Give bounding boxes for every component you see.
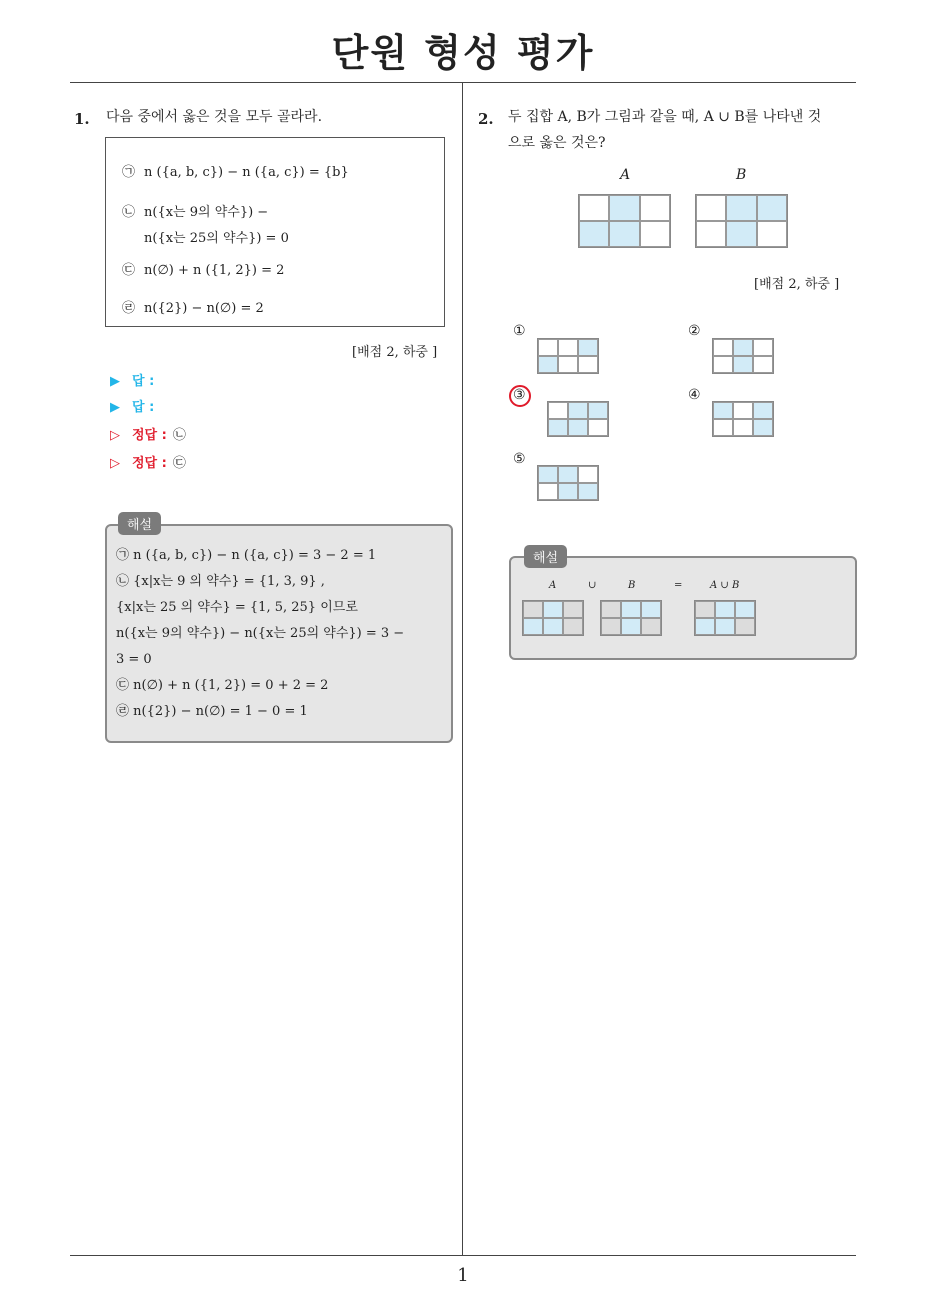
grid-cell — [588, 419, 608, 436]
grid-cell — [563, 618, 583, 635]
explain-grid-b — [600, 600, 662, 636]
option-text: n({2}) − n(∅) = 2 — [144, 301, 264, 316]
q1-explain-line: {x|x는 25 의 약수} = {1, 5, 25} 이므로 — [116, 600, 358, 615]
set-a-label: A — [620, 167, 631, 183]
grid-cell — [568, 402, 588, 419]
q1-explain-line: ㉠ n ({a, b, c}) − n ({a, c}) = 3 − 2 = 1 — [116, 548, 377, 563]
q2-text-line2: 으로 옳은 것은? — [508, 135, 606, 151]
grid-cell — [753, 402, 773, 419]
bottom-rule — [70, 1255, 856, 1256]
grid-cell — [641, 601, 661, 618]
option-mark: ㉢ — [122, 263, 136, 278]
grid-cell — [543, 601, 563, 618]
q1-correct-1: ▷ 정답 : ㉡ — [110, 428, 186, 443]
q1-options-box — [105, 137, 445, 327]
q2-text-line1: 두 집합 A, B가 그림과 같을 때, A ∪ B를 나타낸 것 — [508, 109, 822, 125]
grid-cell — [713, 419, 733, 436]
grid-cell — [538, 356, 558, 373]
choice-4[interactable]: ④ — [688, 387, 701, 403]
option-text: n(∅) + n ({1, 2}) = 2 — [144, 263, 285, 278]
explain-grid-union — [694, 600, 756, 636]
grid-cell — [609, 195, 639, 221]
grid-cell — [588, 402, 608, 419]
choice-2[interactable]: ② — [688, 323, 701, 339]
answer-label: 답 : — [132, 400, 155, 415]
grid-cell — [757, 195, 787, 221]
q1-option-3 — [122, 258, 284, 284]
set-a-grid — [578, 194, 671, 248]
option-mark: ㉡ — [122, 205, 136, 220]
choice-1-grid — [537, 338, 599, 374]
grid-cell — [601, 618, 621, 635]
q1-score: [배점 2, 하중 ] — [352, 345, 438, 360]
q1-explain-line: ㉢ n(∅) + n ({1, 2}) = 0 + 2 = 2 — [116, 678, 329, 693]
grid-cell — [753, 419, 773, 436]
grid-cell — [523, 601, 543, 618]
choice-1[interactable]: ① — [513, 323, 526, 339]
grid-cell — [733, 356, 753, 373]
explain-label-b: B — [628, 580, 636, 591]
grid-cell — [621, 618, 641, 635]
grid-cell — [735, 618, 755, 635]
grid-cell — [601, 601, 621, 618]
play-outline-icon: ▷ — [110, 456, 120, 471]
column-divider — [462, 82, 463, 1255]
answer-label: 답 : — [132, 374, 155, 389]
q1-explain-line: ㉡ {x|x는 9 의 약수} = {1, 3, 9} , — [116, 574, 325, 589]
choice-3-grid — [547, 401, 609, 437]
answer-label: 정답 : — [132, 456, 167, 471]
choice-4-grid — [712, 401, 774, 437]
grid-cell — [733, 419, 753, 436]
set-b-grid — [695, 194, 788, 248]
q1-number: 1. — [74, 110, 90, 128]
grid-cell — [548, 419, 568, 436]
grid-cell — [733, 402, 753, 419]
grid-cell — [713, 356, 733, 373]
q1-explain-line: n({x는 9의 약수}) − n({x는 25의 약수}) = 3 − — [116, 626, 405, 641]
grid-cell — [578, 356, 598, 373]
option-text: n ({a, b, c}) − n ({a, c}) = {b} — [144, 165, 349, 180]
set-b-label: B — [736, 167, 747, 183]
grid-cell — [558, 483, 578, 500]
grid-cell — [538, 339, 558, 356]
top-rule — [70, 82, 856, 83]
explain-label-a: A — [549, 580, 557, 591]
grid-cell — [640, 195, 670, 221]
q1-explain-line: ㉣ n({2}) − n(∅) = 1 − 0 = 1 — [116, 704, 308, 719]
grid-cell — [558, 356, 578, 373]
grid-cell — [695, 618, 715, 635]
q1-answer-2 — [110, 396, 160, 415]
grid-cell — [695, 601, 715, 618]
explain-label-union-result: A ∪ B — [710, 580, 740, 591]
grid-cell — [523, 618, 543, 635]
q1-option-2 — [122, 200, 289, 252]
option-text: n({x는 9의 약수}) − — [144, 205, 269, 220]
play-outline-icon: ▷ — [110, 428, 120, 443]
grid-cell — [558, 466, 578, 483]
grid-cell — [543, 618, 563, 635]
grid-cell — [568, 419, 588, 436]
grid-cell — [578, 483, 598, 500]
q1-option-4 — [122, 296, 264, 322]
q2-score: [배점 2, 하중 ] — [754, 277, 840, 292]
grid-cell — [538, 483, 558, 500]
grid-cell — [753, 339, 773, 356]
explain-grid-a — [522, 600, 584, 636]
grid-cell — [609, 221, 639, 247]
q1-explain-line: 3 = 0 — [116, 652, 152, 667]
grid-cell — [735, 601, 755, 618]
q2-number: 2. — [478, 110, 494, 128]
choice-5-grid — [537, 465, 599, 501]
grid-cell — [713, 402, 733, 419]
grid-cell — [579, 195, 609, 221]
grid-cell — [621, 601, 641, 618]
q1-explanation-tag: 해설 — [118, 512, 161, 535]
answer-label: 정답 : — [132, 428, 167, 443]
grid-cell — [578, 339, 598, 356]
play-icon: ▶ — [110, 374, 120, 389]
play-icon: ▶ — [110, 400, 120, 415]
option-mark: ㉣ — [122, 301, 136, 316]
grid-cell — [726, 221, 756, 247]
grid-cell — [696, 221, 726, 247]
page-title: 단원 형성 평가 — [331, 31, 595, 75]
q1-answer-1 — [110, 370, 160, 389]
explain-label-union: ∪ — [588, 580, 597, 591]
grid-cell — [713, 339, 733, 356]
choice-2-grid — [712, 338, 774, 374]
grid-cell — [753, 356, 773, 373]
grid-cell — [696, 195, 726, 221]
grid-cell — [715, 618, 735, 635]
grid-cell — [641, 618, 661, 635]
q1-correct-2: ▷ 정답 : ㉢ — [110, 456, 186, 471]
option-mark: ㉠ — [122, 165, 136, 180]
q2-explanation-tag: 해설 — [524, 545, 567, 568]
grid-cell — [538, 466, 558, 483]
grid-cell — [726, 195, 756, 221]
q1-text: 다음 중에서 옳은 것을 모두 골라라. — [106, 109, 323, 125]
grid-cell — [733, 339, 753, 356]
grid-cell — [640, 221, 670, 247]
choice-3[interactable]: ③ — [513, 387, 526, 403]
grid-cell — [548, 402, 568, 419]
explain-label-equals: = — [674, 580, 683, 591]
grid-cell — [579, 221, 609, 247]
q1-option-1 — [122, 160, 349, 186]
grid-cell — [558, 339, 578, 356]
option-text-cont: n({x는 25의 약수}) = 0 — [144, 231, 289, 246]
page-number: 1 — [457, 1265, 469, 1286]
grid-cell — [757, 221, 787, 247]
choice-5[interactable]: ⑤ — [513, 451, 526, 467]
grid-cell — [578, 466, 598, 483]
grid-cell — [715, 601, 735, 618]
grid-cell — [563, 601, 583, 618]
